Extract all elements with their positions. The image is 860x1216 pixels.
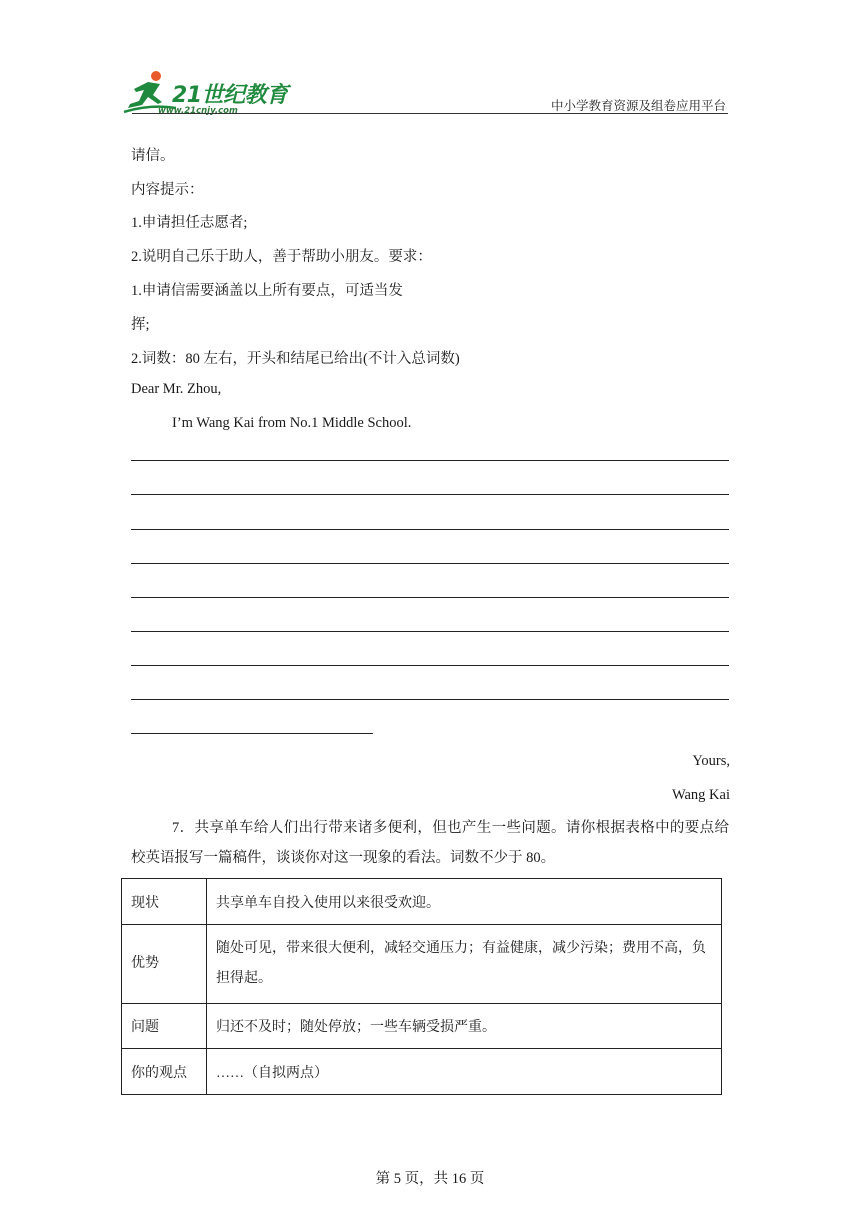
logo (122, 68, 290, 116)
answer-line (131, 494, 729, 495)
table-row (122, 879, 722, 925)
row-label: 问题 (122, 1004, 207, 1049)
answer-line (131, 460, 729, 461)
body-line: 挥; (131, 317, 150, 333)
answer-line (131, 597, 729, 598)
row-content: 归还不及时；随处停放；一些车辆受损严重。 (207, 1004, 722, 1049)
body-line: 2.说明自己乐于助人，善于帮助小朋友。要求： (131, 249, 432, 265)
table-row (122, 1049, 722, 1095)
answer-line (131, 733, 373, 734)
question-number: 7． (172, 820, 195, 836)
letter-opening: I’m Wang Kai from No.1 Middle School. (172, 415, 412, 431)
platform-name: 中小学教育资源及组卷应用平台 (550, 98, 726, 113)
letter-signature: Wang Kai (671, 787, 730, 803)
question-text: 共享单车给人们出行带来诸多便利，但也产生一些问题。请你根据表格中的要点给校英语报写一篇稿件，谈谈你对这一现象的看法。词数不少于 80。 (131, 820, 729, 866)
body-line: 请信。 (131, 148, 175, 164)
logo-url-text: www.21cnjy.com (158, 106, 238, 116)
answer-line (131, 699, 729, 700)
row-content: 随处可见，带来很大便利，减轻交通压力；有益健康，减少污染；费用不高，负担得起。 (207, 925, 722, 1004)
table-row (122, 925, 722, 1004)
answer-line (131, 665, 729, 666)
letter-closing: Yours, (692, 753, 730, 769)
body-line: 1.申请信需要涵盖以上所有要点，可适当发 (131, 283, 403, 299)
page-footer: 第 5 页，共 16 页 (375, 1171, 485, 1187)
header-divider (132, 113, 728, 114)
table-row (122, 1004, 722, 1049)
row-label: 现状 (122, 879, 207, 925)
answer-line (131, 631, 729, 632)
row-content: ……（自拟两点） (207, 1049, 722, 1095)
body-line: 1.申请担任志愿者; (131, 215, 248, 231)
letter-greeting: Dear Mr. Zhou, (131, 381, 222, 397)
points-table (121, 878, 722, 1095)
row-content: 共享单车自投入使用以来很受欢迎。 (207, 879, 722, 925)
logo-brand-text: 21世纪教育 (172, 83, 288, 108)
answer-line (131, 563, 729, 564)
answer-line (131, 529, 729, 530)
page-header (122, 66, 728, 116)
row-label: 你的观点 (122, 1049, 207, 1095)
question-7 (131, 813, 729, 873)
body-line: 2.词数：80 左右，开头和结尾已给出(不计入总词数) (131, 351, 460, 367)
body-line: 内容提示： (131, 182, 204, 198)
row-label: 优势 (122, 925, 207, 1004)
